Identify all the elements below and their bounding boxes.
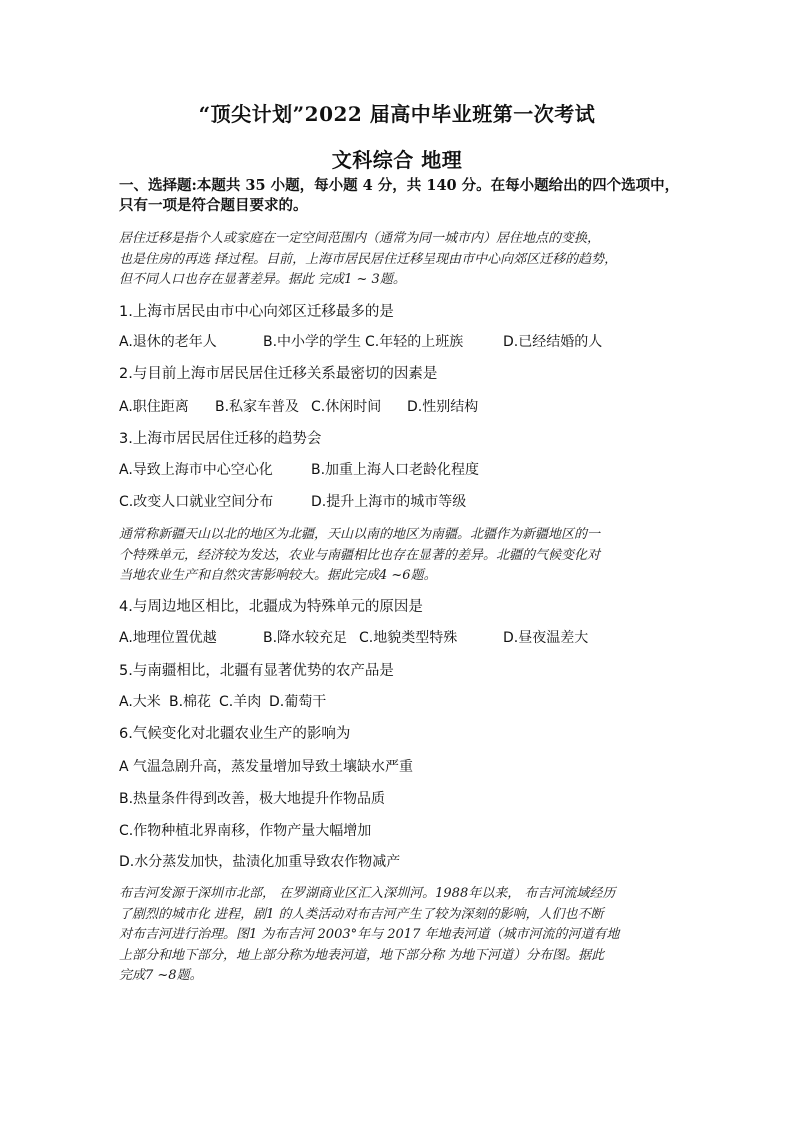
option-a: A.地理位置优越 bbox=[119, 630, 217, 646]
passage-line: 通常称新疆天山以北的地区为北疆，天山以南的地区为南疆。北疆作为新疆地区的一 bbox=[119, 527, 601, 542]
option-a: A.大米 bbox=[119, 694, 161, 710]
option-a: A.职住距离 bbox=[119, 399, 189, 415]
passage-line: 布吉河发源于深圳市北部， 在罗湖商业区汇入深圳河。1988年以来， 布吉河流域经历 bbox=[119, 886, 616, 901]
passage-line: 对布吉河进行治理。图1 为布吉河 2003°年与 2017 年地表河道（城市河流的河道有地 bbox=[119, 927, 620, 942]
option-b: B.降水较充足 bbox=[263, 630, 348, 646]
option-c: C.休闲时间 bbox=[311, 399, 382, 415]
question-3-stem: 3.上海市居民居住迁移的趋势会 bbox=[119, 431, 322, 447]
question-3-options-cd bbox=[119, 492, 699, 512]
option-b: B.中小学的学生 bbox=[263, 334, 362, 350]
question-4-stem: 4.与周边地区相比，北疆成为特殊单元的原因是 bbox=[119, 599, 423, 615]
question-5-options bbox=[119, 692, 699, 712]
passage-line: 完成7 ~8题。 bbox=[119, 968, 203, 983]
passage-residential-migration bbox=[119, 229, 689, 291]
question-6-stem: 6.气候变化对北疆农业生产的影响为 bbox=[119, 726, 351, 742]
option-b: B.加重上海人口老龄化程度 bbox=[311, 462, 480, 478]
passage-line: 居住迁移是指个人或家庭在一定空间范围内（通常为同一城市内）居住地点的变换， bbox=[119, 231, 601, 246]
question-1-options bbox=[119, 332, 699, 352]
option-d: D.提升上海市的城市等级 bbox=[311, 494, 467, 510]
option-d: D.葡萄干 bbox=[269, 694, 327, 710]
exam-subtitle: 文科综合 地理 bbox=[331, 148, 463, 172]
option-a: A.导致上海市中心空心化 bbox=[119, 462, 273, 478]
option-d: D.水分蒸发加快，盐渍化加重导致农作物减产 bbox=[119, 854, 401, 870]
option-d: D.昼夜温差大 bbox=[503, 630, 589, 646]
option-d: D.性别结构 bbox=[407, 399, 479, 415]
option-d: D.已经结婚的人 bbox=[503, 334, 603, 350]
option-a: A.退休的老年人 bbox=[119, 334, 217, 350]
exam-title: “顶尖计划”2022 届高中毕业班第一次考试 bbox=[198, 102, 596, 126]
question-1-stem: 1.上海市居民由市中心向郊区迁移最多的是 bbox=[119, 304, 394, 320]
section-instructions bbox=[119, 176, 689, 216]
question-4-options bbox=[119, 628, 699, 648]
option-a: A 气温急剧升高，蒸发量增加导致土壤缺水严重 bbox=[119, 759, 414, 775]
passage-buji-river bbox=[119, 884, 689, 987]
question-2-stem: 2.与目前上海市居民居住迁移关系最密切的因素是 bbox=[119, 366, 438, 382]
passage-line: 个特殊单元，经济较为发达，农业与南疆相比也存在显著的差异。北疆的气候变化对 bbox=[119, 547, 601, 563]
option-c: C.羊肉 bbox=[219, 694, 262, 710]
question-2-options bbox=[119, 397, 699, 417]
option-b: B.棉花 bbox=[169, 694, 212, 710]
option-b: B.热量条件得到改善，极大地提升作物品质 bbox=[119, 791, 386, 807]
instruction-line: 一、选择题:本题共 35 小题，每小题 4 分，共 140 分。在每小题给出的四个选项中， bbox=[119, 177, 680, 194]
passage-line: 但不同人口也存在显著差异。据此 完成1 ~ 3题。 bbox=[119, 272, 406, 287]
question-3-options-ab bbox=[119, 460, 699, 480]
passage-line: 也是住房的再选 择过程。目前，上海市居民居住迁移呈现由市中心向郊区迁移的趋势， bbox=[119, 251, 618, 267]
option-b: B.私家车普及 bbox=[215, 399, 300, 415]
option-c: C.改变人口就业空间分布 bbox=[119, 494, 274, 510]
question-5-stem: 5.与南疆相比，北疆有显著优势的农产品是 bbox=[119, 663, 394, 679]
instruction-line: 只有一项是符合题目要求的。 bbox=[119, 197, 308, 214]
option-c: C.年轻的上班族 bbox=[365, 334, 464, 350]
passage-line: 了剧烈的城市化 进程，剧1 的人类活动对布吉河产生了较为深刻的影响，人们也不断 bbox=[119, 906, 604, 922]
option-c: C.作物种植北界南移，作物产量大幅增加 bbox=[119, 823, 372, 839]
passage-line: 上部分和地下部分，地上部分称为地表河道，地下部分称 为地下河道）分布图。据此 bbox=[119, 947, 605, 963]
passage-north-xinjiang bbox=[119, 525, 689, 587]
option-c: C.地貌类型特殊 bbox=[359, 630, 458, 646]
passage-line: 当地农业生产和自然灾害影响较大。据此完成4 ~6题。 bbox=[119, 568, 437, 583]
